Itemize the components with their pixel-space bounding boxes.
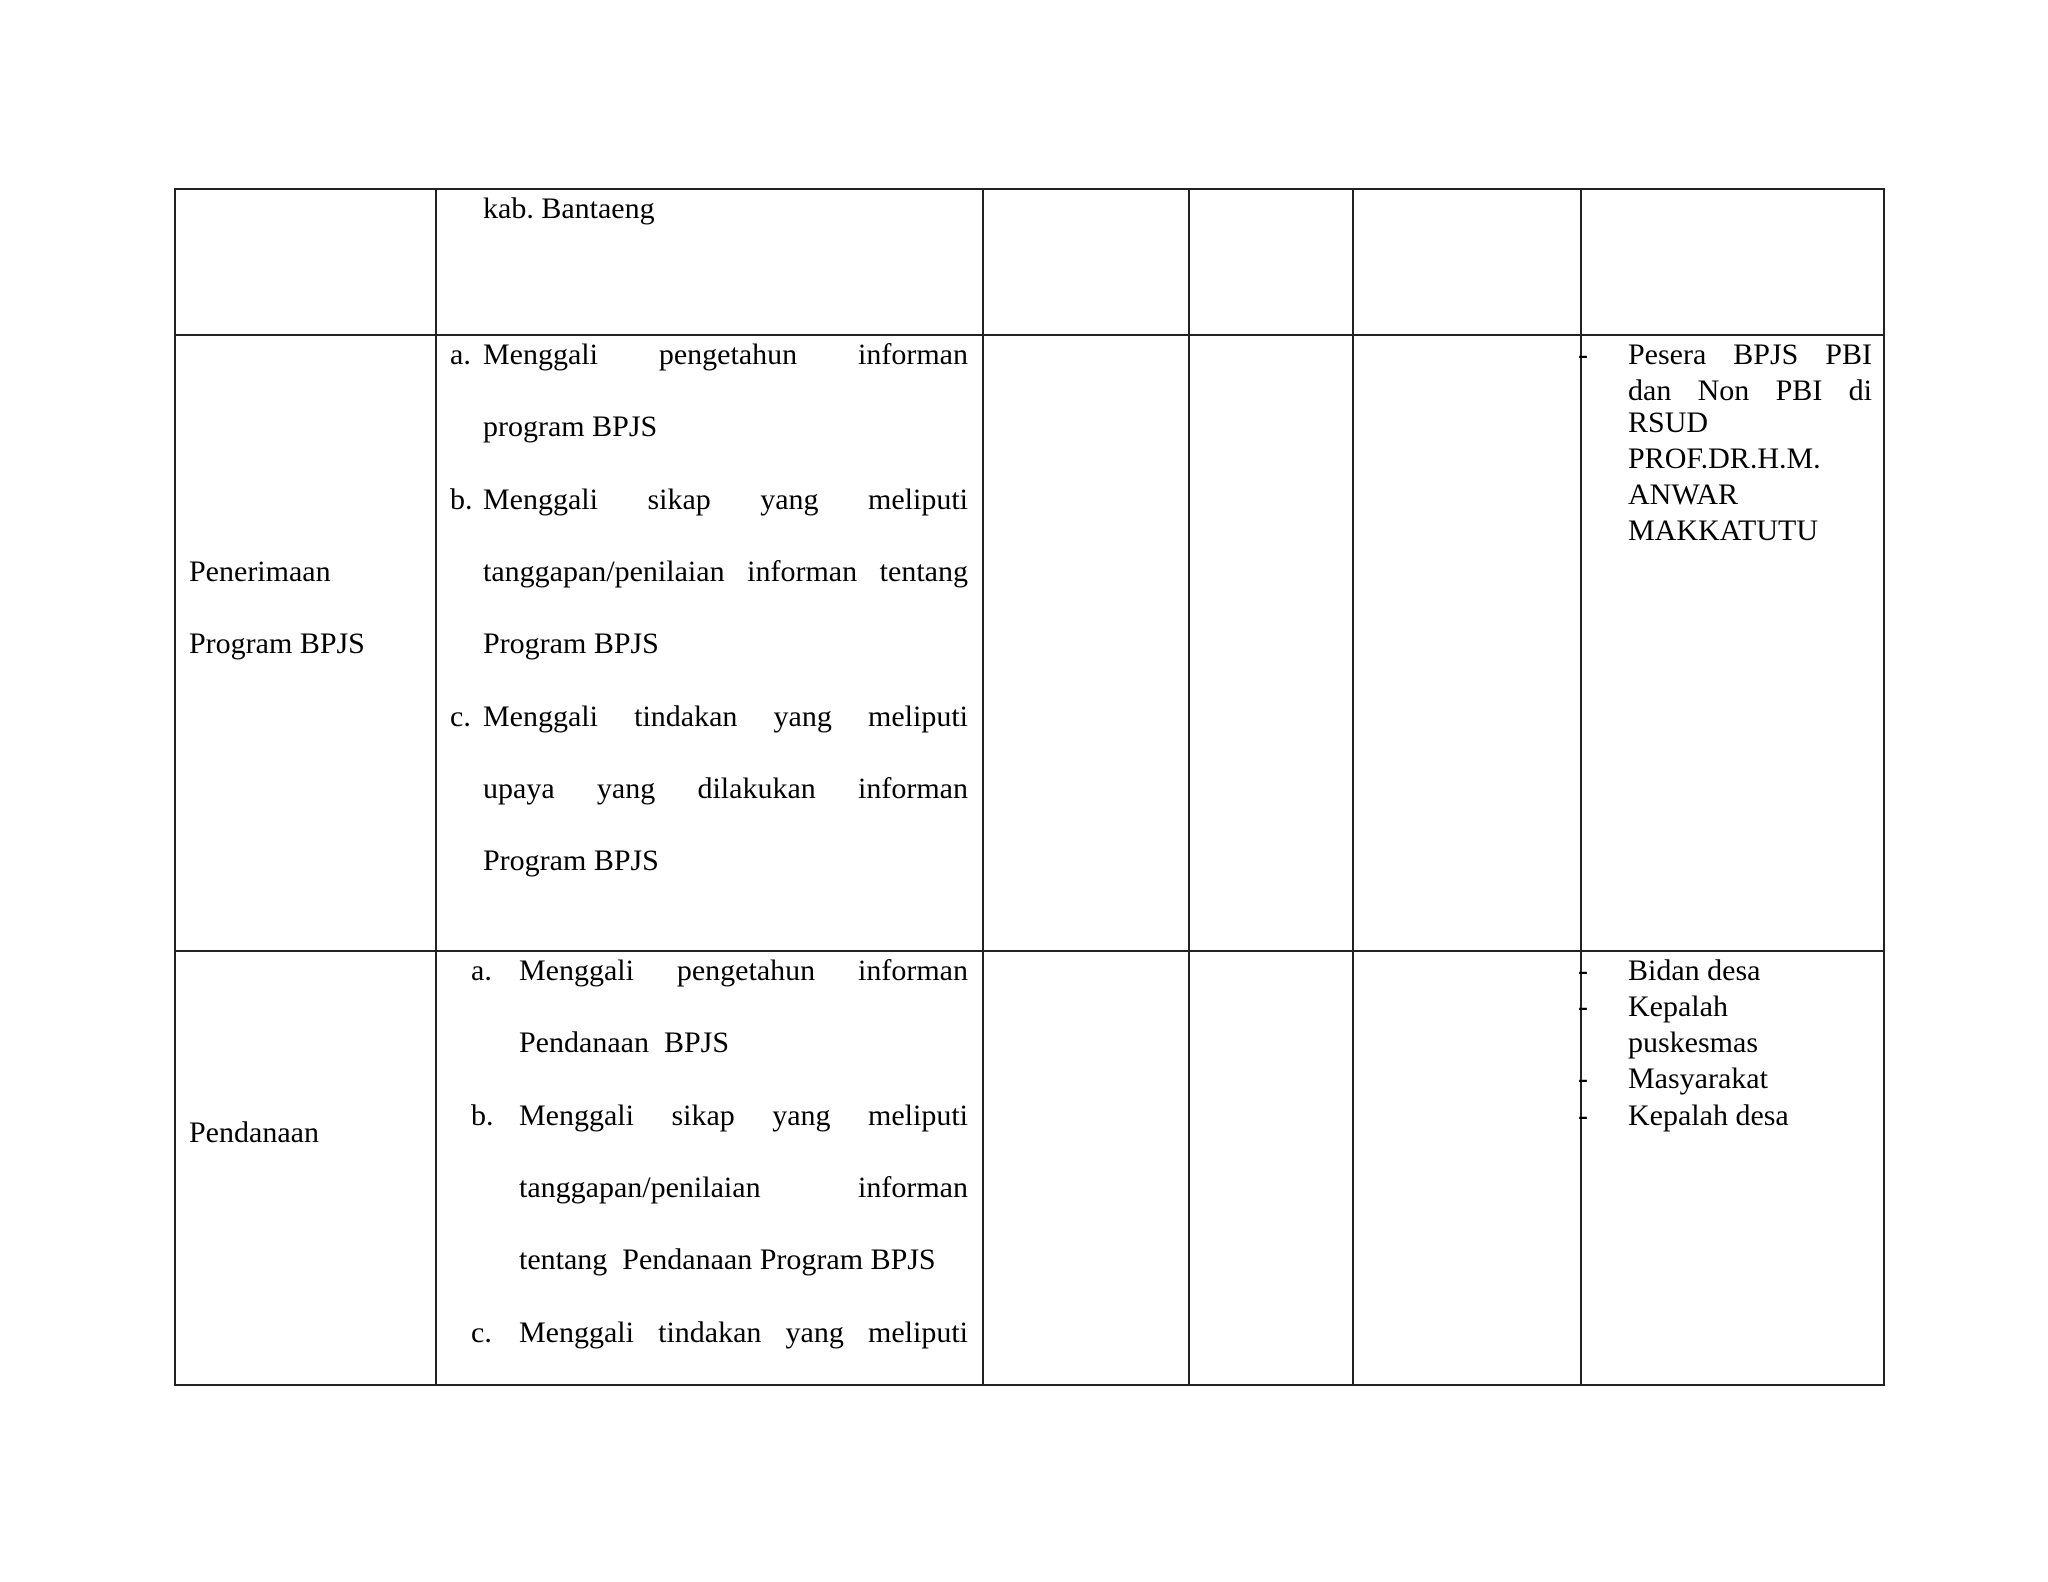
word: BPJS — [1733, 338, 1799, 371]
row3-informant-item: Masyarakat — [1628, 1062, 1768, 1095]
word: Menggali — [519, 1099, 634, 1132]
row2-variable-line2: Program BPJS — [189, 627, 365, 660]
row2-informant-rest-line: MAKKATUTU — [1628, 514, 1818, 547]
word: PBI — [1825, 338, 1872, 371]
row2-item-c-line3: Program BPJS — [483, 844, 659, 877]
word: Menggali — [519, 1316, 634, 1349]
col-divider-1 — [435, 188, 437, 1386]
col-divider-2 — [982, 188, 984, 1386]
word: PBI — [1775, 374, 1823, 407]
word: Menggali — [483, 483, 598, 516]
word: tindakan — [658, 1316, 762, 1349]
row2-informant-line1 — [1628, 340, 1872, 370]
word: Non — [1697, 374, 1750, 407]
word: tanggapan/penilaian — [483, 555, 725, 588]
row-divider-2 — [174, 950, 1885, 952]
row3-informant-dash: - — [1578, 1099, 1588, 1132]
table-border-left — [174, 188, 176, 1386]
col-divider-3 — [1188, 188, 1190, 1386]
word: pengetahun — [676, 954, 816, 987]
row3-variable: Pendanaan — [189, 1116, 319, 1149]
row2-item-a-line1 — [483, 340, 968, 370]
word: yang — [785, 1316, 844, 1349]
word: dilakukan — [697, 772, 816, 805]
word: informan — [747, 555, 858, 588]
word: tindakan — [634, 700, 738, 733]
row3-informant-item-cont: puskesmas — [1628, 1026, 1758, 1059]
row3-item-b-line1 — [519, 1101, 968, 1131]
word: meliputi — [868, 700, 968, 733]
row3-informant-dash: - — [1578, 990, 1588, 1023]
word: informan — [858, 338, 968, 371]
table-border-top — [174, 188, 1885, 190]
word: tentang — [879, 555, 968, 588]
table-border-bottom — [174, 1384, 1885, 1386]
word: di — [1848, 374, 1872, 407]
row2-item-c-line2 — [483, 774, 968, 804]
row3-informant-dash: - — [1578, 954, 1588, 987]
row3-item-c-marker: c. — [471, 1316, 492, 1349]
word: informan — [858, 954, 968, 987]
row2-informant-rest-line: RSUD — [1628, 406, 1709, 439]
row3-item-b-marker: b. — [471, 1099, 494, 1132]
word: yang — [760, 483, 819, 516]
row2-informant-rest — [1628, 405, 1821, 549]
word: yang — [596, 772, 656, 805]
word: Menggali — [483, 700, 598, 733]
row2-item-b-line3: Program BPJS — [483, 627, 659, 660]
row2-item-a-line2: program BPJS — [483, 410, 658, 443]
word: sikap — [647, 483, 711, 516]
row2-item-a-marker: a. — [450, 338, 471, 371]
word: pengetahun — [658, 338, 798, 371]
row2-variable-line1: Penerimaan — [189, 555, 331, 588]
word: meliputi — [868, 483, 968, 516]
word: meliputi — [868, 1316, 968, 1349]
word: upaya — [483, 772, 555, 805]
row2-item-b-line2 — [483, 557, 968, 587]
row3-item-b-line3: tentang Pendanaan Program BPJS — [519, 1243, 936, 1276]
row2-informant-line2 — [1628, 376, 1872, 406]
row2-informant-dash: - — [1578, 338, 1588, 371]
table-border-right — [1883, 188, 1885, 1386]
word: sikap — [671, 1099, 735, 1132]
row3-informant-item: Kepalah desa — [1628, 1099, 1789, 1132]
col-divider-4 — [1352, 188, 1354, 1386]
row2-informant-rest-line: PROF.DR.H.M. — [1628, 442, 1821, 475]
row2-informant-rest-line: ANWAR — [1628, 478, 1738, 511]
word: Menggali — [483, 338, 598, 371]
row3-item-c-line1 — [519, 1318, 968, 1348]
row3-item-a-marker: a. — [471, 954, 492, 987]
row-divider-1 — [174, 334, 1885, 336]
word: yang — [772, 1099, 831, 1132]
row2-item-b-line1 — [483, 485, 968, 515]
row2-item-c-line1 — [483, 702, 968, 732]
row2-item-c-marker: c. — [450, 700, 471, 733]
row2-item-b-marker: b. — [450, 483, 473, 516]
word: meliputi — [868, 1099, 968, 1132]
word: Menggali — [519, 954, 634, 987]
word: informan — [858, 1171, 968, 1204]
row3-informant-item: Bidan desa — [1628, 954, 1761, 987]
row3-item-b-line2 — [519, 1173, 968, 1203]
row3-informant-item: Kepalah — [1628, 990, 1728, 1023]
row1-col2-text: kab. Bantaeng — [483, 192, 655, 225]
word: informan — [858, 772, 968, 805]
word: yang — [773, 700, 832, 733]
word: tanggapan/penilaian — [519, 1171, 761, 1204]
row3-item-a-line2: Pendanaan BPJS — [519, 1026, 729, 1059]
row3-informant-dash: - — [1578, 1062, 1588, 1095]
word: dan — [1628, 374, 1672, 407]
word: Pesera — [1628, 338, 1707, 371]
row3-item-a-line1 — [519, 956, 968, 986]
